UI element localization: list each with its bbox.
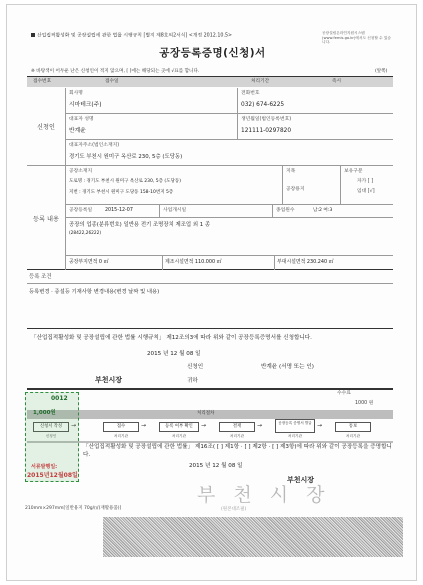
seal-subtext: (원본대조필) [221,507,247,512]
arrow-right-icon: → [257,422,263,429]
issue-date-label: 서류발행일: [31,464,58,470]
conditions-label: 등록 조건 [29,274,52,280]
site-area: 공장부지면적 0 ㎡ [69,259,109,265]
use-area-label: 공장용지 [286,187,305,192]
redacted-area [103,517,403,557]
issue-date-value: 2015년12월08일 [27,472,78,479]
step-sub: 처리기관 [230,434,244,438]
law-reference: 산업집적활성화 및 공장설립에 관한 법률 시행규칙 [별지 제8호의2서식] <개정 2012.10.5> [31,33,232,39]
document-title: 공장등록증명(신청)서 [159,47,266,59]
mfg-area: 제조시설면적 110.000 ㎡ [165,259,222,265]
ownership-label: 보유구분 [344,169,363,174]
divider [159,205,160,218]
step-sub: 처리기관 [114,434,128,438]
employees-value: 남:2 여:3 [313,208,333,213]
fee-stamp-amount: 1,000원 [33,410,56,416]
step-approval: 결재 [219,422,255,432]
rep-label: 대표자 성명 [69,117,94,122]
step-notify: 통보 [335,422,371,432]
registration-section-label: 등록 내용 [33,216,59,223]
square-bullet-icon [31,33,35,37]
company-label: 회사명 [69,91,83,96]
addressee-honorific: 귀하 [187,378,198,384]
applicant-section-label: 신청인 [37,124,55,131]
location-label: 공장소재지 [69,169,93,174]
aux-area: 부대시설면적 230.240 ㎡ [277,259,334,265]
declaration-text: 「산업집적활성화 및 공장설립에 관한 법률 시행규칙」 제12조의3에 따라 위와 같이 공장등록증명서를 신청합니다. [31,335,312,341]
employees-label: 종업원수 [276,208,295,213]
step-issue: 공장등록 증명서 발급 [275,419,315,433]
changes-row [27,285,393,329]
issuer-mayor: 부천시장 [287,476,315,484]
receipt-no-label: 접수번호 [33,79,52,84]
phone-label: 전화번호 [241,91,260,96]
address-label: 대표자주소(법인소재지) [69,143,120,148]
page-side-label: (앞쪽) [375,69,388,74]
arrow-right-icon: → [317,422,323,429]
receipt-date-label: 접수일 [105,79,119,84]
step-verify: 등록 여부 확인 [159,422,199,432]
birth-value: 121111-0297820 [241,128,292,134]
birth-label: 생년월일(법인등록번호) [241,117,292,122]
lot-address: 지번 : 경기도 부천시 원미구 도당동 158-10번지 5층 [69,190,174,195]
lease-option: 임대 [√] [357,189,375,194]
fee-stamp-number: 0012 [51,395,68,402]
processing-value: 즉시 [332,79,342,84]
arrow-right-icon: → [71,422,77,429]
row-line [65,114,393,140]
company-value: 시마테크(주) [69,102,102,108]
phone-value: 032) 674-6225 [241,102,285,108]
step-receipt: 접수 [103,422,139,432]
divider [274,256,275,270]
industry-text: 공장의 업종(분류번호) 일반용 전기 조명장치 제조업 외 1 종 [69,222,211,228]
online-notice: 공장설립온라인지원시스템(www.femis.go.kr)에서도 신청할 수 있습니다. [322,31,391,45]
step-sub: 처리기관 [346,434,360,438]
certification-text: 「산업집적활성화 및 공장설립에 관한 법률」 제16조( [ ] 제1항 · [ ] 제2항 · [ ] 제3항)에 따라 위와 같이 공장등록을 증명합니다. [83,444,392,458]
arrow-right-icon: → [201,422,207,429]
instruction-note: ※ 바탕색이 어두운 난은 신청인이 적지 않으며, [ ]에는 해당되는 곳에 √표를 합니다. [31,69,200,74]
procedure-header: 처리절차 [197,411,215,416]
step-sub: 처리기관 [288,434,302,438]
applicant-sign-label: 신청인 [187,364,204,370]
conditions-row [27,271,393,284]
rep-value: 반계윤 [69,128,86,134]
procedure-bottom-bar [27,441,393,443]
paper-spec: 210mm×297mm[일반용지 70g/㎡(재활용품)] [25,506,122,511]
reg-date-value: 2015-12-07 [105,208,133,213]
own-option: 자가 [ ] [357,179,374,184]
processing-label: 처리기간 [251,79,270,84]
receipt-bar [27,76,393,87]
fee-value: 1000 원 [355,401,374,406]
step-sub: 신청인 [45,434,57,438]
divider [272,205,273,218]
step-sub: 처리기관 [172,434,186,438]
industry-codes: (28422,26222) [69,231,102,236]
address-value: 경기도 부천시 원미구 옥산로 230, 5층 (도당동) [69,154,183,160]
row-line [65,166,393,205]
row-line [65,88,393,114]
divider [162,256,163,270]
reg-date-label: 공장등록일 [69,208,93,213]
certificate-document [6,4,417,581]
step-write-application: 신청서 작성 [33,422,69,432]
official-seal: 부 천 시 장 [197,484,331,506]
jimok-label: 지목 [286,169,296,174]
op-start-label: 사업개시일 [163,208,187,213]
addressee-mayor: 부천시장 [95,376,123,384]
certification-date: 2015 년 12 월 08 일 [189,463,243,469]
applicant-sign-name: 반계윤 (서명 또는 인) [261,364,314,370]
fee-top-rule [27,388,393,390]
road-address: 도로명 : 경기도 부천시 원미구 옥산로 230, 5층 (도당동) [69,179,181,184]
form-grid [27,88,393,270]
fee-label: 수수료 [337,391,351,396]
arrow-right-icon: → [141,422,147,429]
changes-label: 등록변경 · 증설등 기재사항 변경내용(변경 날짜 및 내용) [29,289,160,295]
declaration-date: 2015 년 12 월 08 일 [147,351,201,357]
